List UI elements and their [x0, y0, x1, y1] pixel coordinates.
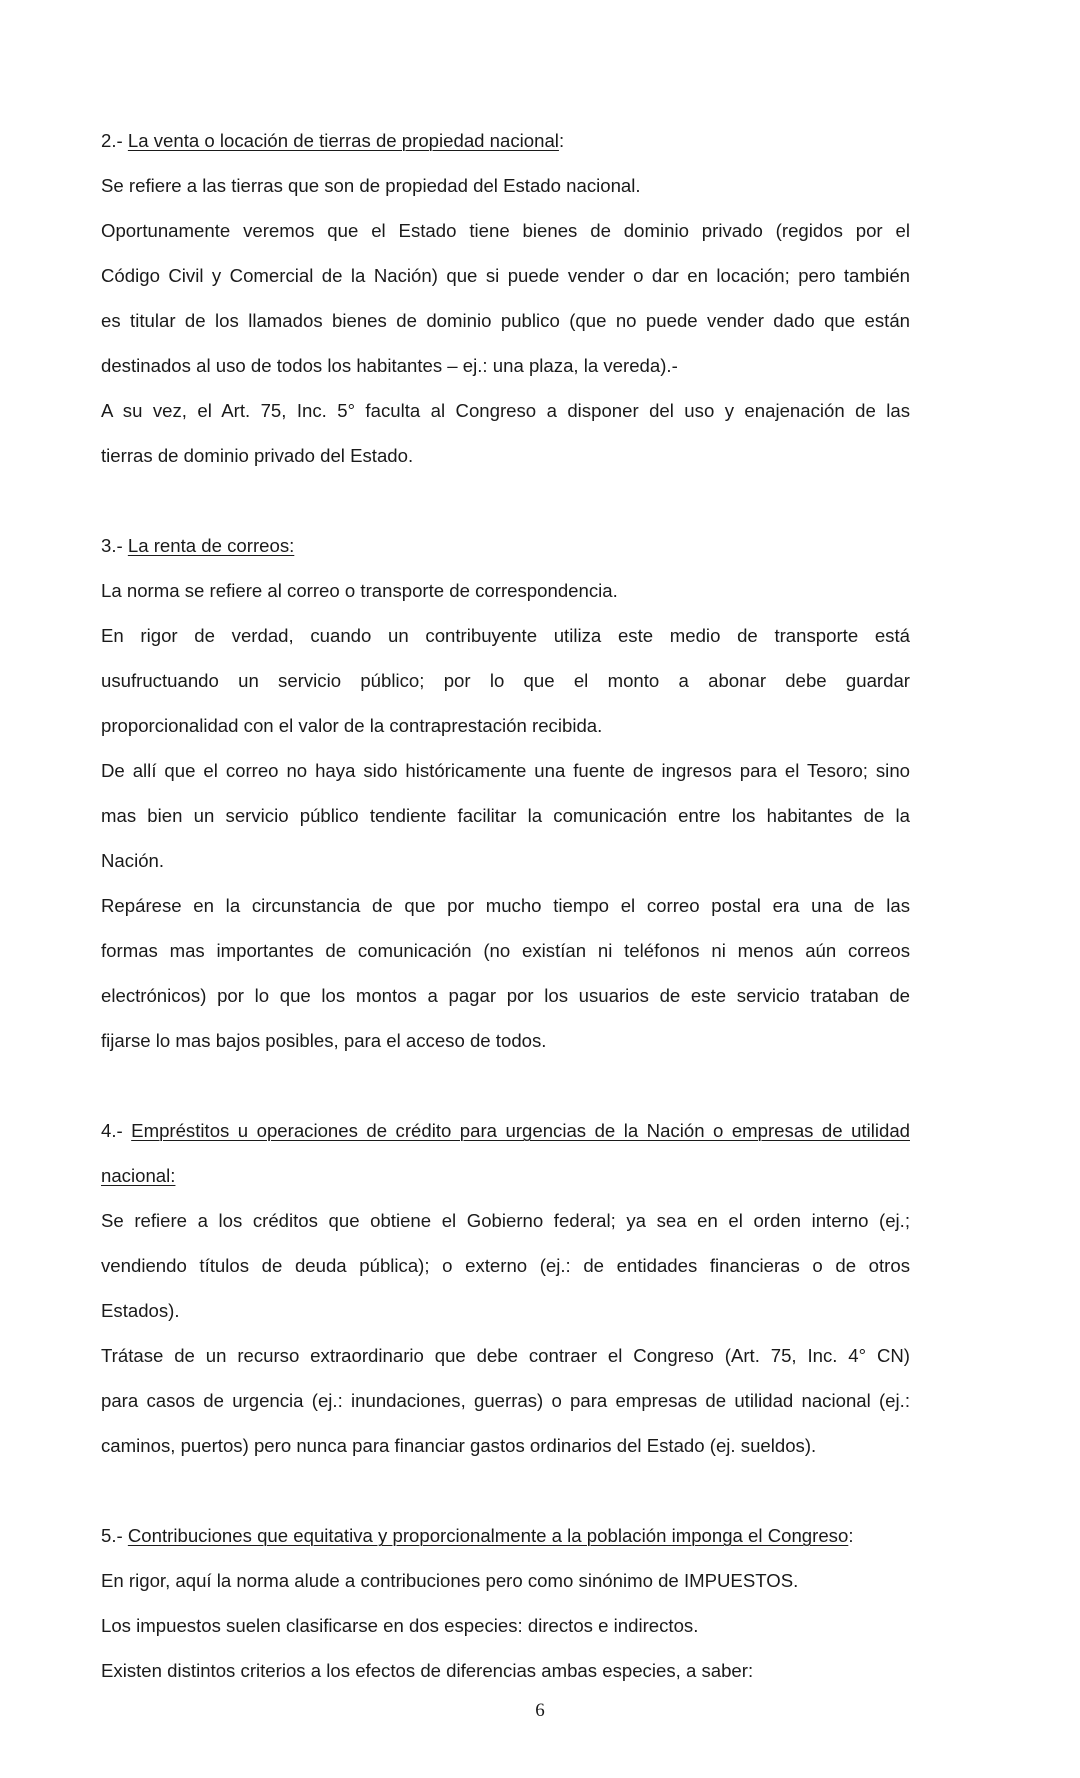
paragraph-line: Oportunamente veremos que el Estado tiene bienes de dominio privado (regidos por el: [101, 220, 910, 241]
paragraph-line: destinados al uso de todos los habitantes – ej.: una plaza, la vereda).-: [101, 355, 678, 376]
section-number: 4.-: [101, 1120, 132, 1141]
paragraph-line: Repárese en la circunstancia de que por mucho tiempo el correo postal era una de las: [101, 895, 910, 916]
page-body: [101, 118, 910, 1693]
paragraph-line: tierras de dominio privado del Estado.: [101, 445, 414, 466]
paragraph-line: En rigor de verdad, cuando un contribuyente utiliza este medio de transporte está: [101, 625, 910, 646]
paragraph-line: Estados).: [101, 1300, 180, 1321]
section-number: 2.-: [101, 130, 128, 151]
section-title: Empréstitos u operaciones de crédito para urgencias de la Nación o empresas de utilidad: [131, 1120, 910, 1141]
paragraph-line: electrónicos) por lo que los montos a pagar por los usuarios de este servicio trataban de: [101, 985, 910, 1006]
paragraph-line: A su vez, el Art. 75, Inc. 5° faculta al Congreso a disponer del uso y enajenación de las: [101, 400, 910, 421]
section-title: Contribuciones que equitativa y proporcionalmente a la población imponga el Congreso: [127, 1525, 849, 1546]
paragraph-line: vendiendo títulos de deuda pública); o externo (ej.: de entidades financieras o de otros: [101, 1255, 910, 1276]
section-4-heading: [101, 1108, 910, 1153]
section-spacer: [101, 1468, 910, 1513]
paragraph-line: caminos, puertos) pero nunca para financiar gastos ordinarios del Estado (ej. sueldos).: [101, 1435, 817, 1456]
section-number: 3.-: [101, 535, 128, 556]
section-title-suffix: :: [558, 130, 565, 151]
section-3-heading: [101, 523, 910, 568]
section-title: La venta o locación de tierras de propiedad nacional: [127, 130, 559, 151]
paragraph-line: mas bien un servicio público tendiente facilitar la comunicación entre los habitantes de la: [101, 805, 910, 826]
paragraph-line: proporcionalidad con el valor de la contraprestación recibida.: [101, 715, 603, 736]
paragraph-line: usufructuando un servicio público; por lo que el monto a abonar debe guardar: [101, 670, 910, 691]
paragraph-line: Nación.: [101, 850, 165, 871]
paragraph-line: fijarse lo mas bajos posibles, para el acceso de todos.: [101, 1030, 547, 1051]
section-title: La renta de correos:: [127, 535, 295, 556]
paragraph-line: para casos de urgencia (ej.: inundaciones, guerras) o para empresas de utilidad nacional (ej.:: [101, 1390, 910, 1411]
section-number: 5.-: [101, 1525, 128, 1546]
paragraph-line: De allí que el correo no haya sido históricamente una fuente de ingresos para el Tesoro; sino: [101, 760, 910, 781]
paragraph-line: formas mas importantes de comunicación (no existían ni teléfonos ni menos aún correos: [101, 940, 910, 961]
paragraph-line: Código Civil y Comercial de la Nación) que si puede vender o dar en locación; pero también: [101, 265, 910, 286]
section-title: nacional:: [101, 1165, 176, 1186]
section-spacer: [101, 478, 910, 523]
page-number: 6: [535, 1700, 545, 1721]
section-5-heading: [101, 1513, 910, 1558]
paragraph-line: En rigor, aquí la norma alude a contribuciones pero como sinónimo de IMPUESTOS.: [101, 1570, 799, 1591]
section-2-heading: [101, 118, 910, 163]
paragraph-line: Los impuestos suelen clasificarse en dos especies: directos e indirectos.: [101, 1615, 699, 1636]
paragraph-line: Se refiere a los créditos que obtiene el Gobierno federal; ya sea en el orden interno (ej.;: [101, 1210, 910, 1231]
paragraph-line: Se refiere a las tierras que son de propiedad del Estado nacional.: [101, 175, 641, 196]
paragraph-line: Existen distintos criterios a los efectos de diferencias ambas especies, a saber:: [101, 1660, 754, 1681]
paragraph-line: es titular de los llamados bienes de dominio publico (que no puede vender dado que están: [101, 310, 910, 331]
paragraph-line: Trátase de un recurso extraordinario que debe contraer el Congreso (Art. 75, Inc. 4° CN): [101, 1345, 910, 1366]
paragraph-line: La norma se refiere al correo o transporte de correspondencia.: [101, 580, 618, 601]
section-title-suffix: :: [848, 1525, 854, 1546]
section-spacer: [101, 1063, 910, 1108]
section-4-heading-continued: [101, 1153, 910, 1198]
